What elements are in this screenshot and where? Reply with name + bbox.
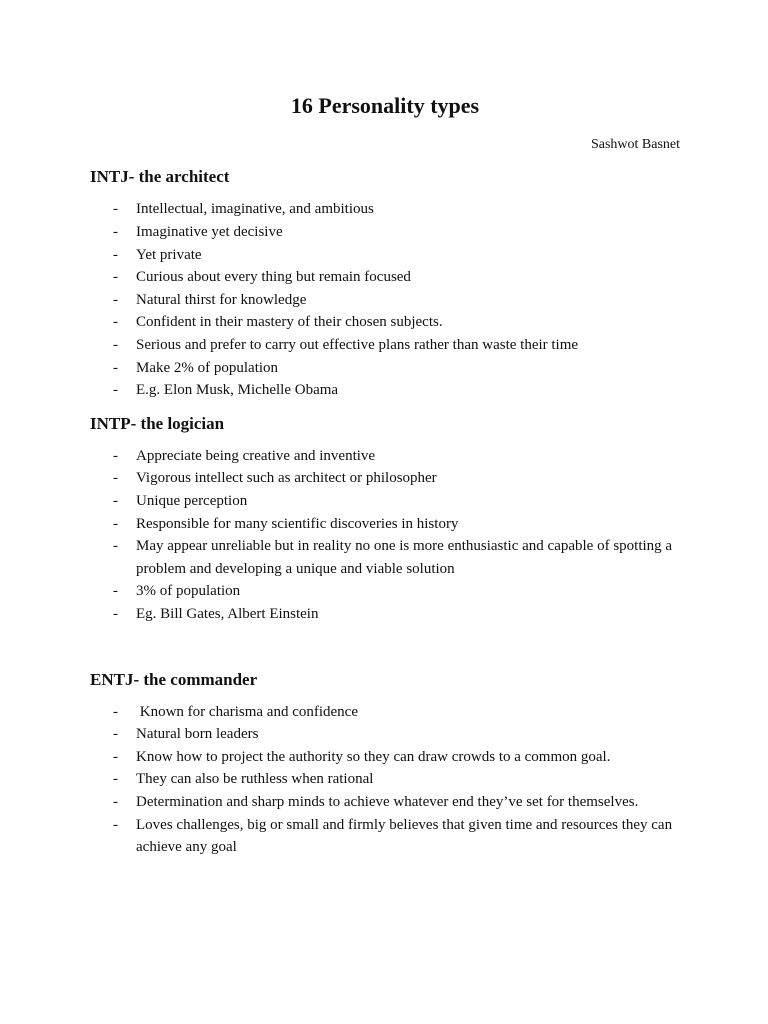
list-item (113, 266, 680, 289)
document-title: 16 Personality types (290, 93, 480, 118)
bullet-dash: - (113, 291, 118, 308)
bullet-dash: - (113, 726, 118, 743)
bullet-dash: - (113, 493, 118, 510)
list-item-text: Make 2% of population (136, 359, 279, 376)
list-item-text: They can also be ruthless when rational (136, 771, 374, 788)
bullet-list (90, 701, 680, 859)
list-item-text: Intellectual, imaginative, and ambitious (136, 201, 374, 218)
section-intj (90, 166, 680, 401)
list-item (113, 490, 680, 513)
author-name: Sashwot Basnet (590, 136, 680, 152)
bullet-dash: - (113, 201, 118, 218)
bullet-dash: - (113, 538, 118, 555)
list-item (113, 357, 680, 380)
list-item-text: Eg. Bill Gates, Albert Einstein (136, 605, 319, 622)
bullet-dash: - (113, 359, 118, 376)
list-item (113, 244, 680, 267)
list-item (113, 814, 680, 859)
list-item (113, 723, 680, 746)
list-item (113, 198, 680, 221)
list-item (113, 701, 680, 724)
list-item (113, 603, 680, 626)
bullet-dash: - (113, 269, 118, 286)
list-item-text: 3% of population (136, 583, 241, 600)
list-item-text: Confident in their mastery of their chosen subjects. (136, 314, 443, 331)
list-item (113, 311, 680, 334)
bullet-dash: - (113, 703, 118, 720)
bullet-dash: - (113, 470, 118, 487)
bullet-dash: - (113, 336, 118, 353)
bullet-dash: - (113, 223, 118, 240)
list-item (113, 580, 680, 603)
list-item (113, 513, 680, 536)
bullet-dash: - (113, 816, 118, 833)
list-item (113, 535, 680, 580)
bullet-dash: - (113, 794, 118, 811)
bullet-dash: - (113, 583, 118, 600)
list-item-text: Appreciate being creative and inventive (136, 447, 376, 464)
list-item-text: Responsible for many scientific discoveries in history (136, 515, 459, 532)
list-item-text: Serious and prefer to carry out effective plans rather than waste their time (136, 336, 579, 353)
bullet-dash: - (113, 314, 118, 331)
list-item-text: Natural thirst for knowledge (136, 291, 307, 308)
bullet-dash: - (113, 771, 118, 788)
list-item (113, 334, 680, 357)
list-item-text: Yet private (136, 246, 202, 263)
section-heading: INTJ- the architect (90, 167, 230, 187)
list-item-text: May appear unreliable but in reality no one is more enthusiastic and capable of spotting a problem and developing a unique and viable solution (136, 538, 673, 577)
bullet-dash: - (113, 246, 118, 263)
bullet-dash: - (113, 382, 118, 399)
list-item (113, 467, 680, 490)
list-item-text: Known for charisma and confidence (136, 703, 358, 720)
list-item-text: Unique perception (136, 493, 248, 510)
list-item (113, 791, 680, 814)
list-item-text: Know how to project the authority so they can draw crowds to a common goal. (136, 748, 611, 765)
list-item (113, 445, 680, 468)
list-item-text: Natural born leaders (136, 726, 259, 743)
list-item (113, 379, 680, 402)
list-item (113, 289, 680, 312)
section-heading: INTP- the logician (90, 413, 225, 433)
list-item (113, 221, 680, 244)
section-entj (90, 669, 680, 859)
bullet-dash: - (113, 605, 118, 622)
section-intp (90, 413, 680, 626)
list-item-text: Imaginative yet decisive (136, 223, 283, 240)
bullet-dash: - (113, 515, 118, 532)
list-item-text: Loves challenges, big or small and firmly believes that given time and resources they can achieve any goal (136, 816, 673, 856)
bullet-list (90, 445, 680, 626)
section-heading: ENTJ- the commander (90, 669, 258, 689)
list-item (113, 768, 680, 791)
list-item-text: Determination and sharp minds to achieve whatever end they’ve set for themselves. (136, 794, 639, 811)
bullet-dash: - (113, 447, 118, 464)
bullet-dash: - (113, 748, 118, 765)
list-item (113, 746, 680, 769)
list-item-text: Vigorous intellect such as architect or philosopher (136, 470, 437, 487)
list-item-text: E.g. Elon Musk, Michelle Obama (136, 382, 339, 399)
bullet-list (90, 198, 680, 401)
list-item-text: Curious about every thing but remain focused (136, 269, 411, 286)
